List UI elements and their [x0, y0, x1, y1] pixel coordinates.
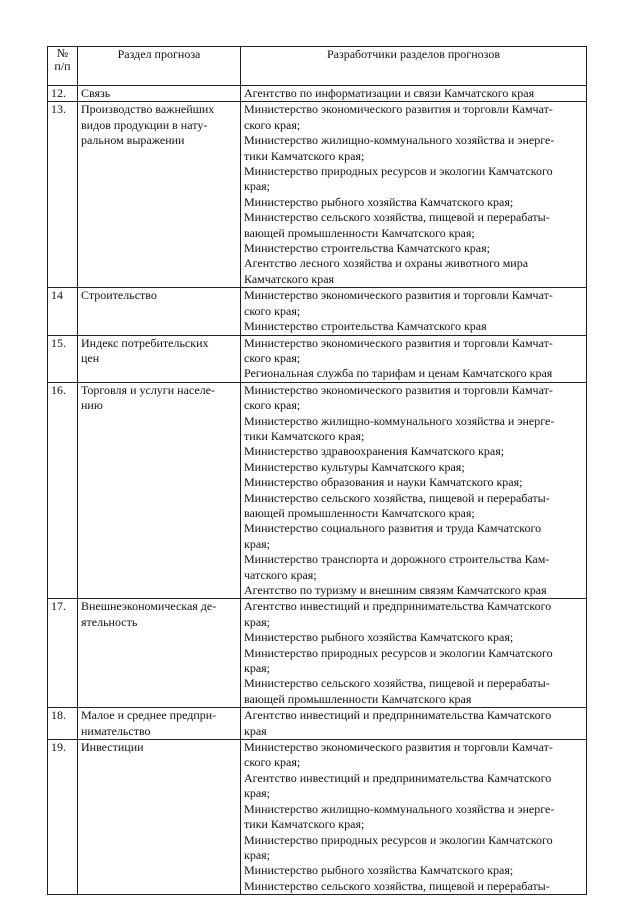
- developer-text-line: Министерство строительства Камчатского края: [244, 319, 487, 334]
- developer-text-line: чатского края;: [244, 567, 317, 582]
- row-section: [78, 288, 241, 335]
- developer-text-line: края: [244, 723, 267, 738]
- row-number: 15.: [48, 335, 78, 382]
- developer-text-line: Министерство сельского хозяйства, пищевой и перерабаты-: [244, 490, 550, 505]
- developer-text-line: края;: [244, 661, 271, 676]
- developer-text-line: Министерство жилищно-коммунального хозяйства и энерге-: [244, 133, 555, 148]
- table-header: [48, 47, 587, 86]
- section-text-line: ятельность: [81, 614, 138, 629]
- developer-text-line: ского края;: [244, 398, 301, 413]
- row-number: 12.: [48, 86, 78, 102]
- developer-text-line: вающей промышленности Камчатского края: [244, 691, 472, 706]
- row-section: [78, 740, 241, 895]
- row-developers: [241, 599, 587, 708]
- section-text-line: нию: [81, 398, 103, 413]
- developer-text-line: Министерство рыбного хозяйства Камчатского края;: [244, 630, 514, 645]
- developer-text-line: Министерство сельского хозяйства, пищевой и перерабаты-: [244, 210, 550, 225]
- developer-text-line: Министерство транспорта и дорожного строительства Кам-: [244, 552, 550, 567]
- section-text-line: нимательство: [81, 723, 151, 738]
- table-row: [48, 102, 587, 288]
- developer-text-line: Агентство инвестиций и предпринимательства Камчатского: [244, 708, 552, 723]
- table-row: [48, 288, 587, 335]
- developer-text-line: тики Камчатского края;: [244, 428, 365, 443]
- developer-text-line: Министерство жилищно-коммунального хозяйства и энерге-: [244, 413, 555, 428]
- section-text-line: Внешнеэкономическая де-: [81, 599, 217, 614]
- developer-text-line: края;: [244, 786, 271, 801]
- developer-text-line: Министерство сельского хозяйства, пищевой и перерабаты-: [244, 676, 550, 691]
- section-text-line: ральном выражении: [81, 133, 185, 148]
- row-developers: [241, 382, 587, 599]
- developer-text-line: Агентство по информатизации и связи Камчатского края: [244, 86, 535, 100]
- section-text-line: Малое и среднее предпри-: [81, 708, 217, 723]
- developer-text-line: ского края;: [244, 350, 301, 365]
- header-number: [48, 47, 78, 86]
- row-section: [78, 102, 241, 288]
- header-number-abbrev: п/п: [54, 59, 71, 73]
- row-number: 14: [48, 288, 78, 335]
- section-text-line: видов продукции в нату-: [81, 117, 208, 132]
- developer-text-line: края;: [244, 614, 271, 629]
- developer-text-line: Агентство инвестиций и предпринимательства Камчатского: [244, 770, 552, 785]
- developer-text-line: тики Камчатского края;: [244, 148, 365, 163]
- developer-text-line: Министерство социального развития и труда Камчатского: [244, 521, 542, 536]
- developer-text-line: Министерство природных ресурсов и экологии Камчатского: [244, 645, 553, 660]
- developer-text-line: Министерство образования и науки Камчатского края;: [244, 475, 523, 490]
- developer-text-line: края;: [244, 536, 271, 551]
- developer-text-line: Министерство природных ресурсов и экологии Камчатского: [244, 164, 553, 179]
- row-developers: [241, 86, 587, 102]
- developer-text-line: ского края;: [244, 117, 301, 132]
- developer-text-line: ского края;: [244, 755, 301, 770]
- developer-text-line: Министерство экономического развития и торговли Камчат-: [244, 740, 553, 755]
- developer-text-line: Министерство экономического развития и торговли Камчат-: [244, 288, 553, 303]
- developer-text-line: Министерство экономического развития и торговли Камчат-: [244, 335, 553, 350]
- row-number: 18.: [48, 708, 78, 740]
- row-number: 17.: [48, 599, 78, 708]
- row-section: [78, 382, 241, 599]
- row-section: [78, 708, 241, 740]
- developer-text-line: Министерство экономического развития и торговли Камчат-: [244, 382, 553, 397]
- table-row: [48, 599, 587, 708]
- table-row: [48, 335, 587, 382]
- table-row: [48, 382, 587, 599]
- section-text-line: цен: [81, 350, 100, 365]
- developer-text-line: вающей промышленности Камчатского края;: [244, 505, 475, 520]
- developer-text-line: Министерство рыбного хозяйства Камчатского края;: [244, 194, 514, 209]
- table-row: [48, 86, 587, 102]
- developer-text-line: края;: [244, 847, 271, 862]
- section-text-line: Связь: [81, 86, 111, 100]
- section-text-line: Индекс потребительских: [81, 335, 209, 350]
- header-section: Раздел прогноза: [78, 47, 241, 86]
- header-row: [48, 47, 587, 86]
- section-text-line: Производство важнейших: [81, 102, 215, 117]
- developer-text-line: Министерство рыбного хозяйства Камчатского края;: [244, 863, 514, 878]
- row-developers: [241, 708, 587, 740]
- row-developers: [241, 740, 587, 895]
- row-developers: [241, 335, 587, 382]
- developer-text-line: вающей промышленности Камчатского края;: [244, 225, 475, 240]
- developer-text-line: Камчатского края: [244, 271, 335, 286]
- section-text-line: Инвестиции: [81, 740, 144, 755]
- section-text-line: Торговля и услуги населе-: [81, 382, 216, 397]
- developer-text-line: края;: [244, 179, 271, 194]
- table-row: [48, 708, 587, 740]
- developer-text-line: Агентство лесного хозяйства и охраны животного мира: [244, 256, 529, 271]
- row-section: [78, 335, 241, 382]
- developer-text-line: Министерство здравоохранения Камчатского края;: [244, 444, 505, 459]
- row-section: [78, 599, 241, 708]
- developer-text-line: Министерство сельского хозяйства, пищевой и перерабаты-: [244, 878, 550, 893]
- header-developers: Разработчики разделов прогнозов: [241, 47, 587, 86]
- table-body: [48, 86, 587, 895]
- developer-text-line: Региональная служба по тарифам и ценам Камчатского края: [244, 366, 553, 381]
- developer-text-line: тики Камчатского края;: [244, 817, 365, 832]
- table-row: [48, 740, 587, 895]
- forecast-developers-table: [47, 46, 587, 895]
- row-number: 13.: [48, 102, 78, 288]
- row-developers: [241, 288, 587, 335]
- developer-text-line: Агентство по туризму и внешним связям Камчатского края: [244, 583, 547, 597]
- row-number: 16.: [48, 382, 78, 599]
- developer-text-line: Министерство культуры Камчатского края;: [244, 459, 465, 474]
- row-section: [78, 86, 241, 102]
- developer-text-line: Министерство природных ресурсов и экологии Камчатского: [244, 832, 553, 847]
- section-text-line: Строительство: [81, 288, 157, 303]
- row-number: 19.: [48, 740, 78, 895]
- developer-text-line: ского края;: [244, 303, 301, 318]
- developer-text-line: Министерство жилищно-коммунального хозяйства и энерге-: [244, 801, 555, 816]
- developer-text-line: Министерство строительства Камчатского края;: [244, 241, 490, 256]
- developer-text-line: Агентство инвестиций и предпринимательства Камчатского: [244, 599, 552, 614]
- developer-text-line: Министерство экономического развития и торговли Камчат-: [244, 102, 553, 117]
- header-number-symbol: №: [56, 46, 69, 60]
- row-developers: [241, 102, 587, 288]
